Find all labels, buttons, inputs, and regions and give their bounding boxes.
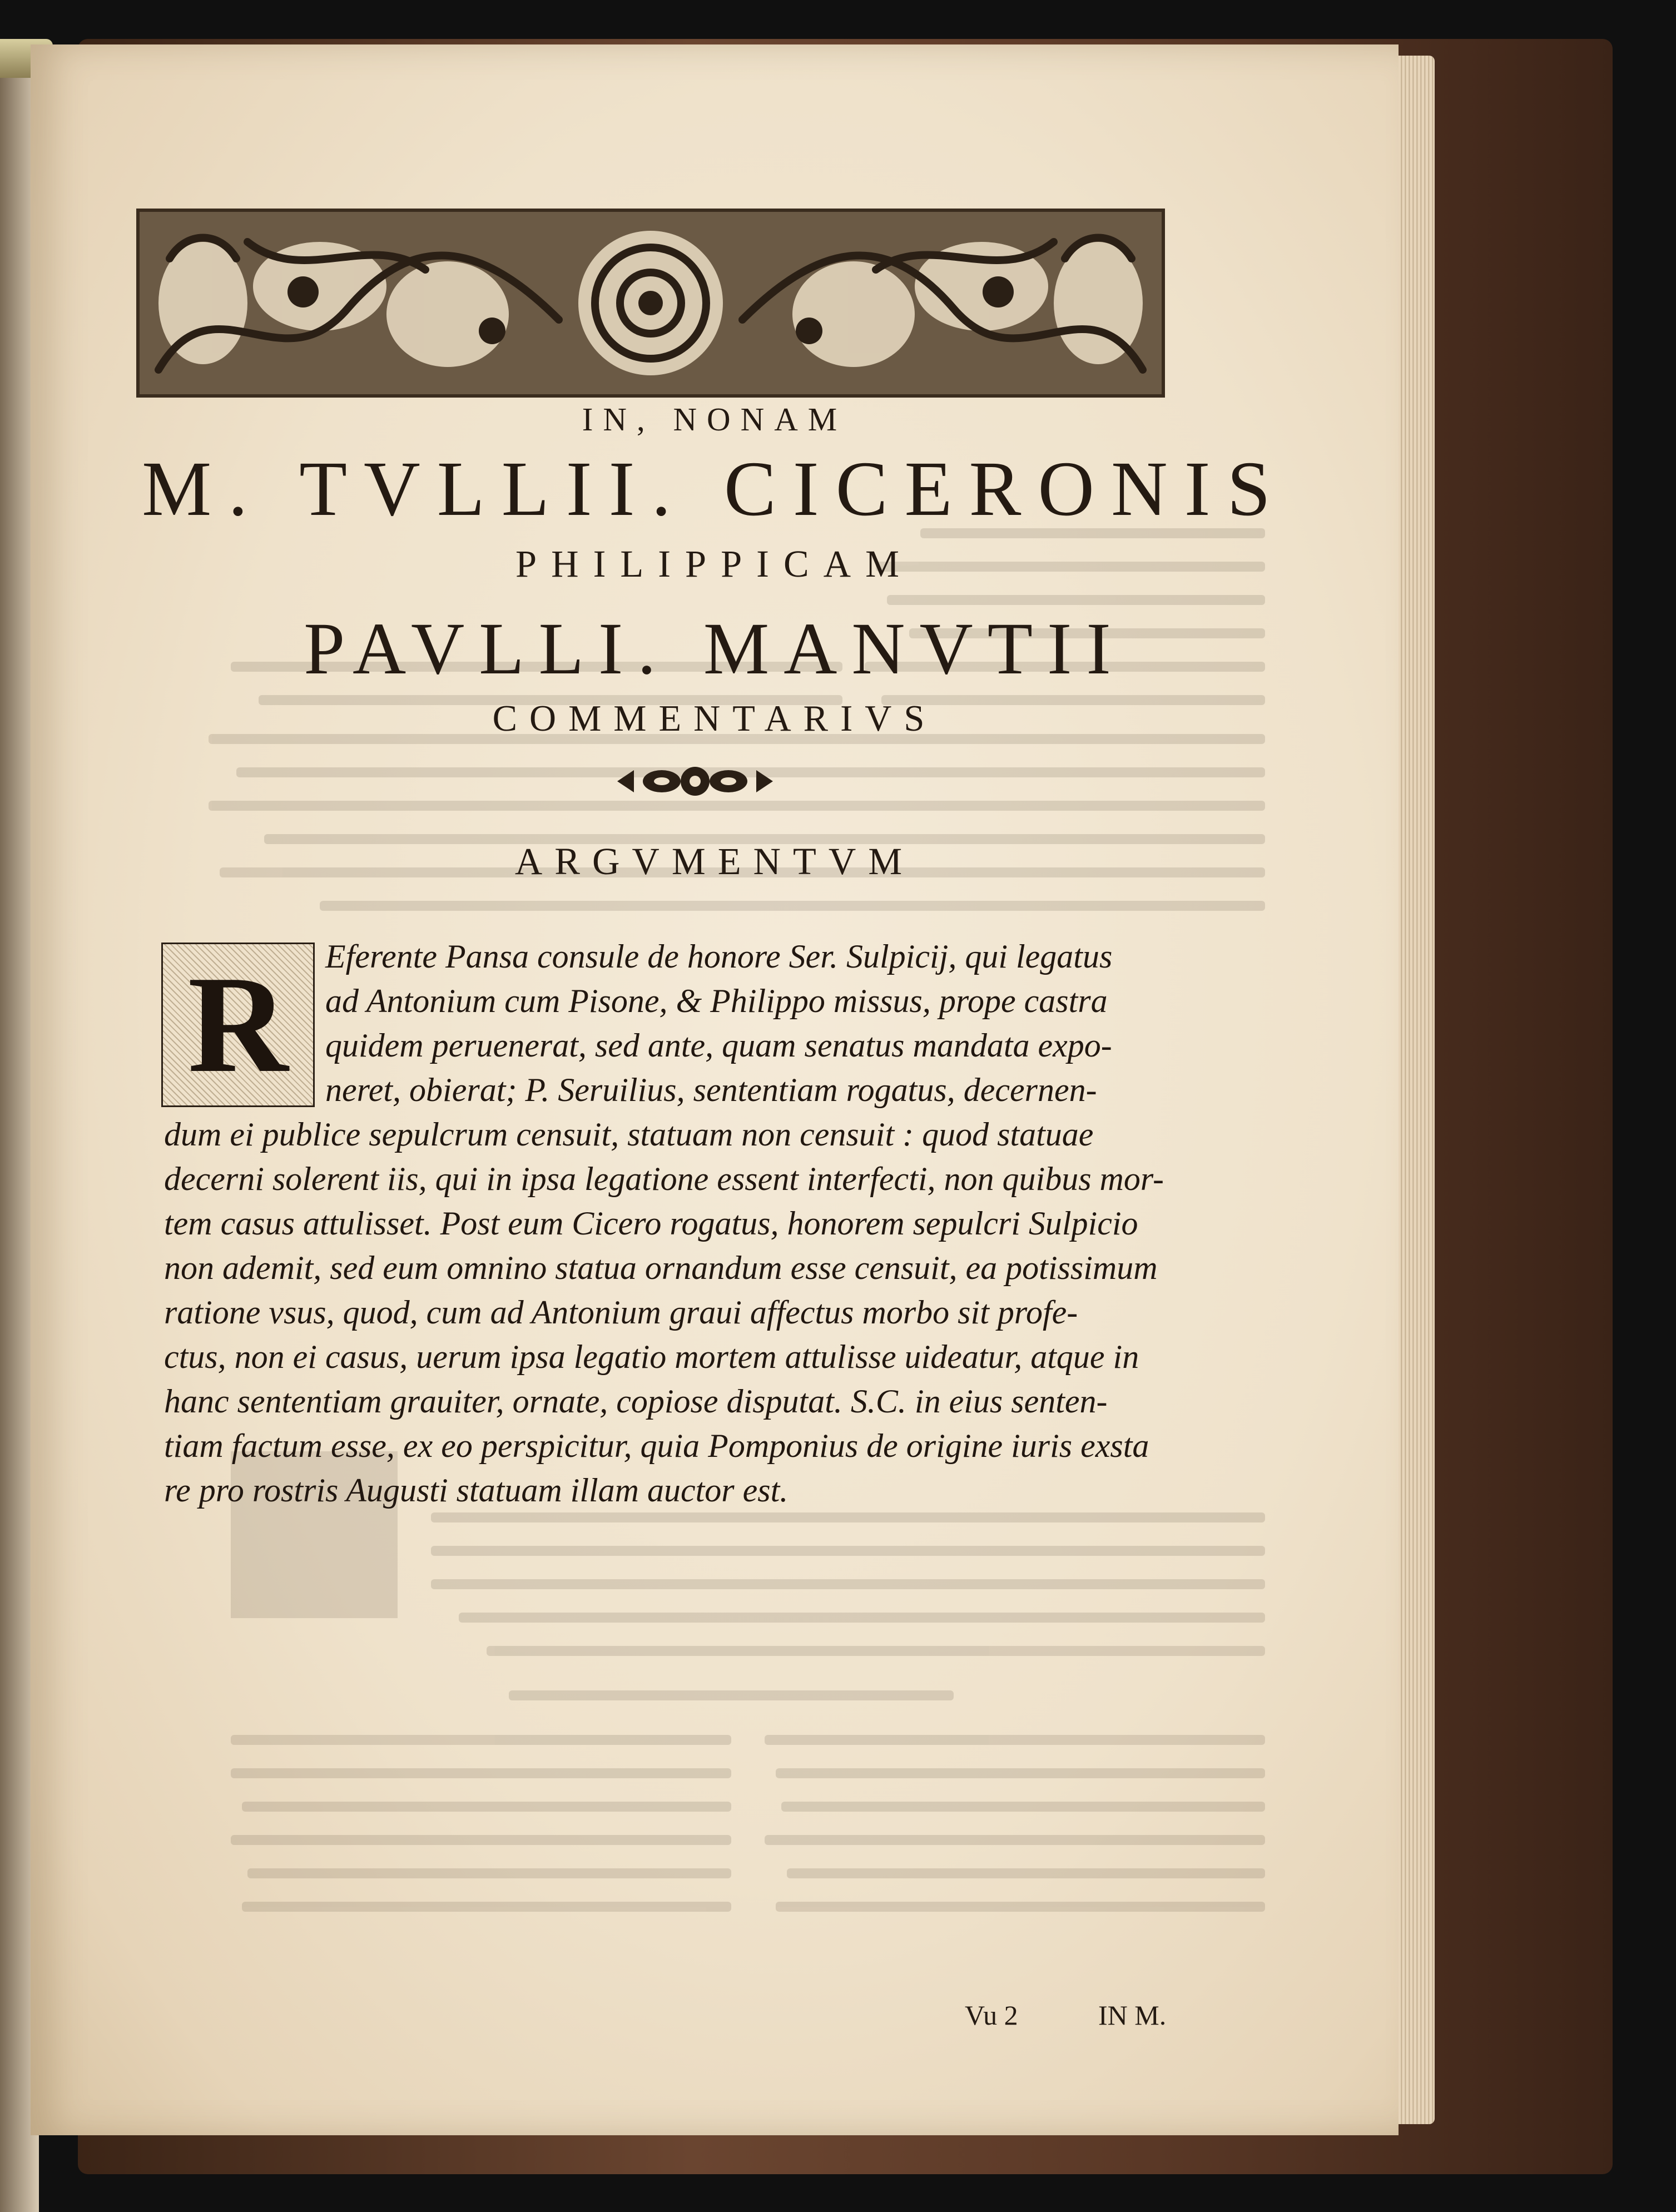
- argumentum-heading: ARGVMENTVM: [514, 840, 915, 882]
- body-line: Eferente Pansa consule de honore Ser. Sulpicij, qui legatus: [325, 938, 1113, 975]
- fleuron-ornament: [612, 759, 779, 804]
- body-line: hanc sententiam grauiter, ornate, copiose disputat. S.C. in eius senten-: [164, 1383, 1108, 1420]
- book-page: [31, 44, 1399, 2135]
- initial-letter: R: [187, 948, 289, 1102]
- body-line: ctus, non ei casus, uerum ipsa legatio mortem attulisse uideatur, atque in: [164, 1338, 1139, 1375]
- header-line-4: PAVLLI. MANVTII: [304, 607, 1125, 690]
- headpiece-ornament: [136, 209, 1165, 398]
- body-line: tem casus attulisset. Post eum Cicero rogatus, honorem sepulcri Sulpicio: [164, 1205, 1138, 1242]
- body-line: non ademit, sed eum omnino statua ornandum esse censuit, ea potissimum: [164, 1249, 1158, 1286]
- body-line: tiam factum esse, ex eo perspicitur, quia Pomponius de origine iuris exsta: [164, 1427, 1149, 1464]
- header-line-5: COMMENTARIVS: [492, 698, 937, 739]
- body-line: ratione vsus, quod, cum ad Antonium graui affectus morbo sit profe-: [164, 1294, 1078, 1331]
- body-line: re pro rostris Augusti statuam illam auctor est.: [164, 1472, 789, 1509]
- decorated-initial: [161, 943, 315, 1107]
- body-line: ad Antonium cum Pisone, & Philippo missus, prope castra: [325, 983, 1108, 1019]
- body-line: decerni solerent iis, qui in ipsa legatione essent interfecti, non quibus mor-: [164, 1160, 1164, 1197]
- header-line-3: PHILIPPICAM: [515, 543, 914, 585]
- catchword: IN M.: [1098, 2000, 1167, 2031]
- body-line: neret, obierat; P. Seruilius, sententiam rogatus, decernen-: [325, 1072, 1097, 1108]
- signature-mark: Vu 2: [965, 2000, 1018, 2031]
- header-line-1: IN, NONAM: [582, 401, 847, 438]
- body-line: quidem peruenerat, sed ante, quam senatus mandata expo-: [325, 1027, 1112, 1064]
- body-line: dum ei publice sepulcrum censuit, statuam non censuit : quod statuae: [164, 1116, 1094, 1153]
- header-line-2: M. TVLLII. CICERONIS: [142, 446, 1287, 532]
